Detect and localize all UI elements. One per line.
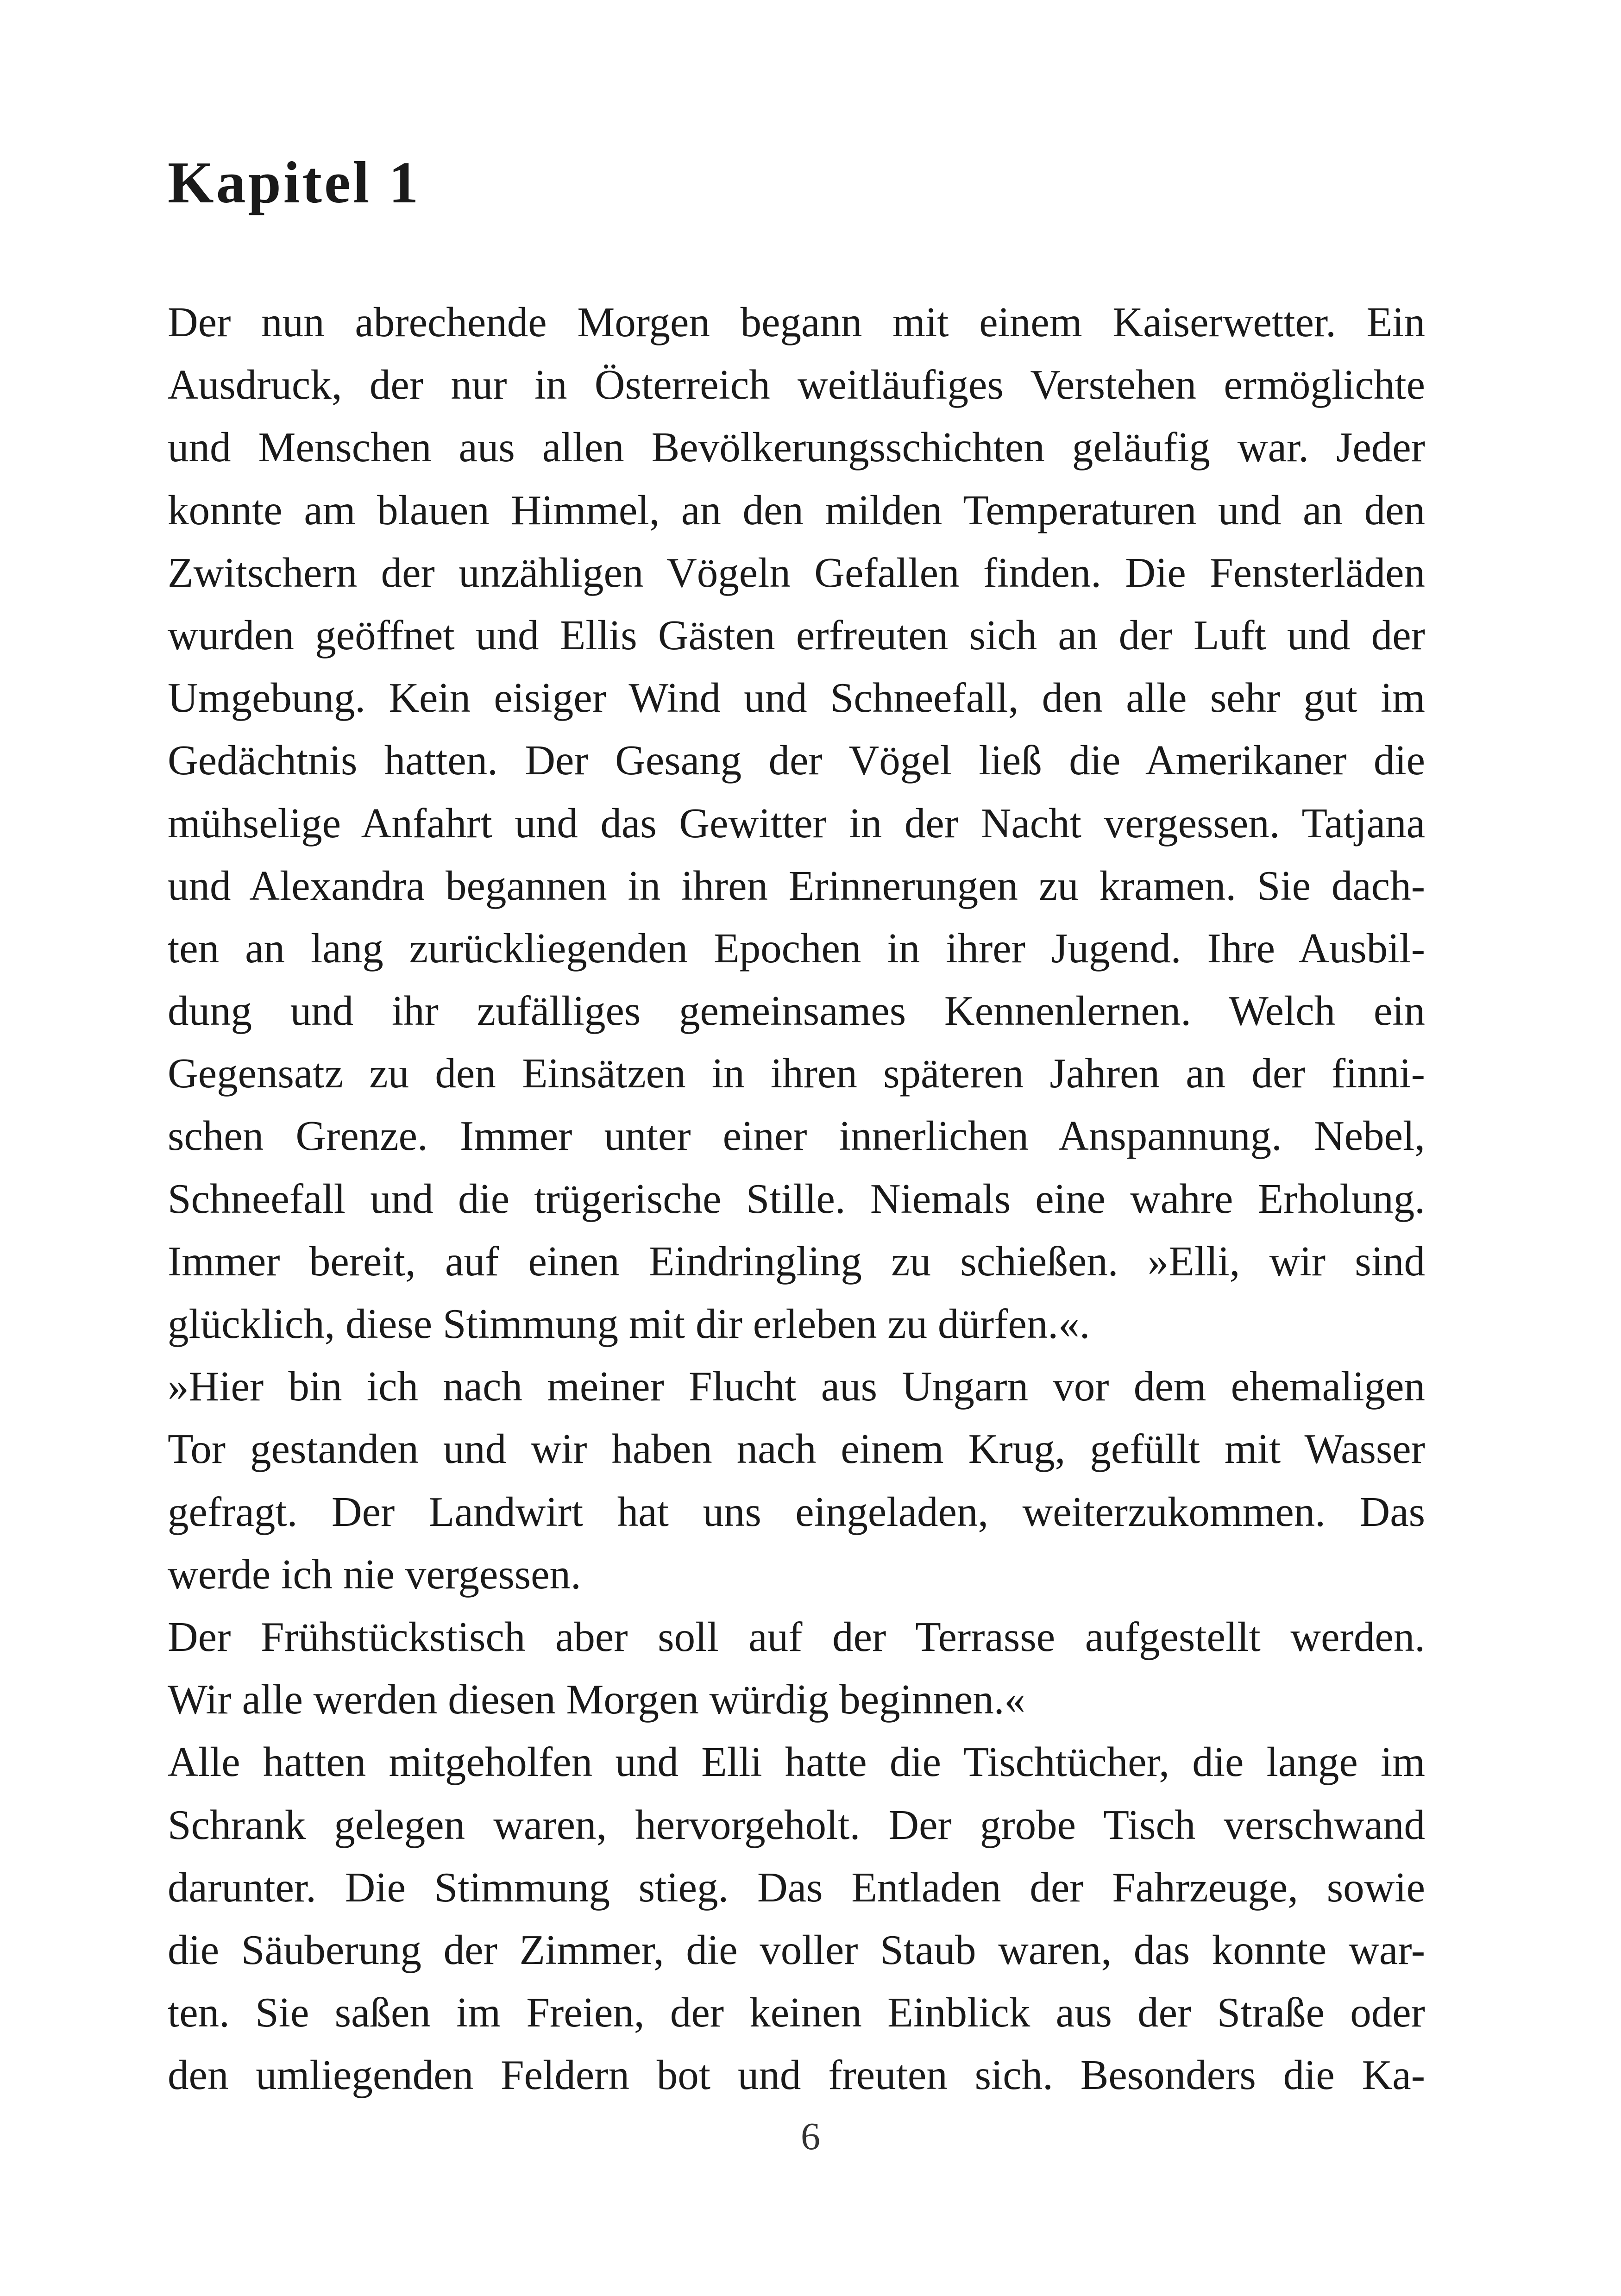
text-line: glücklich, diese Stimmung mit dir erleben zu dürfen.«. [168,1300,1090,1347]
text-line: Der Frühstückstisch aber soll auf der Terrasse aufgestellt werden. [168,1613,1425,1660]
text-line: Schneefall und die trügerische Stille. Niemals eine wahre Erholung. [168,1175,1425,1222]
text-line: Immer bereit, auf einen Eindringling zu schießen. »Elli, wir sind [168,1237,1425,1285]
text-line: Umgebung. Kein eisiger Wind und Schneefall, den alle sehr gut im [168,674,1425,721]
text-line: Gedächtnis hatten. Der Gesang der Vögel ließ die Amerikaner die [168,737,1425,784]
text-line: Gegensatz zu den Einsätzen in ihren späteren Jahren an der finni- [168,1050,1425,1097]
text-line: konnte am blauen Himmel, an den milden Temperaturen und an den [168,486,1425,533]
text-line: ten. Sie saßen im Freien, der keinen Einblick aus der Straße oder [168,1989,1425,2036]
text-line: Alle hatten mitgeholfen und Elli hatte die Tischtücher, die lange im [168,1738,1425,1786]
text-line: wurden geöffnet und Ellis Gästen erfreuten sich an der Luft und der [168,611,1425,659]
text-line: Ausdruck, der nur in Österreich weitläufiges Verstehen ermöglichte [168,361,1425,408]
text-line: und Menschen aus allen Bevölkerungsschichten geläufig war. Jeder [168,424,1425,471]
text-line: werde ich nie vergessen. [168,1550,581,1598]
text-line: Zwitschern der unzähligen Vögeln Gefallen finden. Die Fensterläden [168,549,1425,596]
text-line: darunter. Die Stimmung stieg. Das Entladen der Fahrzeuge, sowie [168,1863,1425,1911]
text-line: dung und ihr zufälliges gemeinsames Kennenlernen. Welch ein [168,987,1425,1035]
text-line: ten an lang zurückliegenden Epochen in ihrer Jugend. Ihre Ausbil- [168,924,1425,972]
text-line: Schrank gelegen waren, hervorgeholt. Der grobe Tisch verschwand [168,1801,1425,1848]
text-line: und Alexandra begannen in ihren Erinnerungen zu kramen. Sie dach- [168,862,1425,909]
chapter-title: Kapitel 1 [168,150,421,215]
text-line: »Hier bin ich nach meiner Flucht aus Ungarn vor dem ehemaligen [168,1363,1425,1410]
text-line: gefragt. Der Landwirt hat uns eingeladen, weiterzukommen. Das [168,1488,1425,1535]
text-line: Wir alle werden diesen Morgen würdig beginnen.« [168,1676,1026,1723]
text-line: Tor gestanden und wir haben nach einem Krug, gefüllt mit Wasser [168,1425,1425,1473]
page-number: 6 [801,2115,820,2158]
text-line: die Säuberung der Zimmer, die voller Staub waren, das konnte war- [168,1926,1425,1973]
text-line: Der nun abrechende Morgen begann mit einem Kaiserwetter. Ein [168,299,1425,345]
text-line: den umliegenden Feldern bot und freuten sich. Besonders die Ka- [168,2051,1425,2099]
chapter-body-text [168,291,1425,2106]
text-line: mühselige Anfahrt und das Gewitter in der Nacht vergessen. Tatjana [168,799,1425,847]
text-line: schen Grenze. Immer unter einer innerlichen Anspannung. Nebel, [168,1112,1425,1160]
